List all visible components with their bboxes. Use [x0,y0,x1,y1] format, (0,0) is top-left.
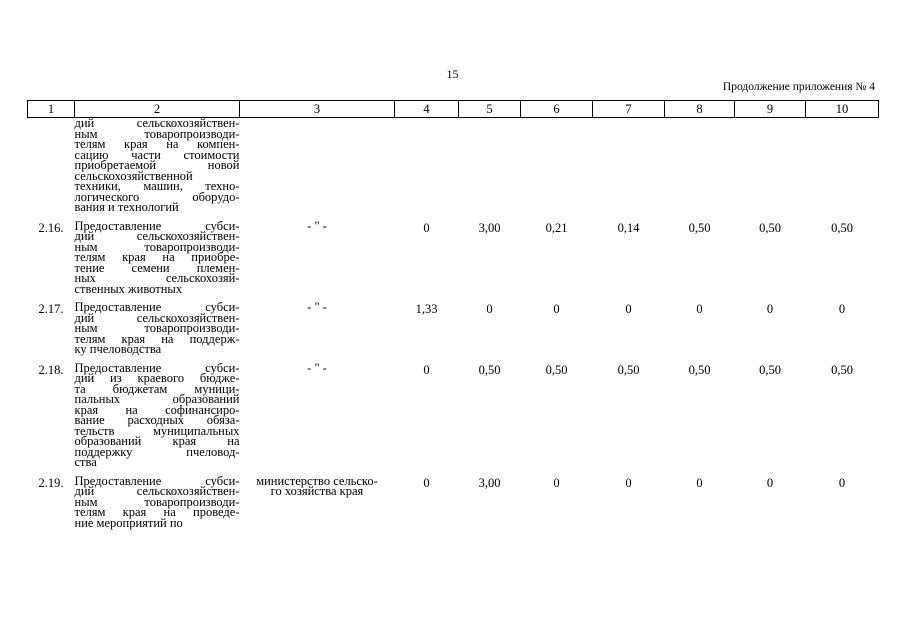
row-number: 2.16. [38,220,64,235]
value-cell [735,118,806,221]
value-cell: 0 [766,302,774,316]
executor: - " - [307,218,327,233]
measure-name [74,473,240,537]
measure-name-line: ства [74,455,97,469]
measure-name-line: вание расходных обяза- [74,413,240,427]
column-header: 5 [459,101,521,118]
value-cell: 0 [553,475,560,490]
measure-name-line: дий сельскохозяйствен- [74,116,240,130]
executor: министерство сельско- го хозяйства края [256,473,378,498]
measure-name-line: тельств муниципальных [74,423,240,438]
measure-name-line: Предоставление субси- [74,473,240,488]
value-cell: 0 [838,302,846,316]
measure-name-line: края на софинансиро- [74,402,240,417]
value-cell: 0,50 [617,362,640,377]
value-cell: 0 [696,302,703,316]
measure-name-line: телям края на приобре- [74,250,240,264]
column-header: 8 [665,101,735,118]
value-cell [395,118,459,221]
measure-name-line: сацию части стоимости [74,147,240,162]
executor [240,118,395,221]
value-cell: 0 [766,475,774,490]
value-cell [593,118,665,221]
measure-name-line: ние мероприятий по [74,515,183,530]
measure-name-line: ным товаропроизводи- [74,494,240,509]
measure-name-line: ку пчеловодства [74,342,162,356]
header-row [28,101,879,118]
value-cell: 0,14 [617,220,640,235]
measure-name-line: логического оборудо- [74,189,240,204]
measure-name-line: вания и технологий [74,200,179,214]
measure-name-line: Предоставление субси- [74,300,240,314]
measure-name [74,218,240,303]
measure-name-line: пальных образований [74,392,240,406]
measure-name-line: ным товаропроизводи- [74,239,240,254]
measure-name-line: телям края на поддерж- [74,331,240,346]
measure-name-line: дий сельскохозяйствен- [74,310,240,325]
program-table [27,100,879,536]
column-header: 10 [806,101,879,118]
value-cell: 0 [838,475,846,490]
row-number: 2.19. [38,475,64,490]
table-row [28,302,879,363]
continuation-label: Продолжение приложения № 4 [722,81,875,93]
value-cell: 1,33 [415,302,438,316]
value-cell [806,118,879,221]
value-cell: 0 [696,475,703,490]
value-cell: 0 [423,475,430,490]
measure-name-line: ственных животных [74,281,183,296]
table-row [28,363,879,476]
table-body [28,118,879,537]
row-number: 2.18. [38,362,64,377]
executor: - " - [307,360,327,375]
measure-name-line: Предоставление субси- [74,360,240,375]
measure-name-line: Предоставление субси- [74,218,240,233]
page-number: 15 [446,67,459,81]
value-cell: 0,50 [545,362,568,377]
value-cell: 0 [625,475,632,490]
measure-name-line: ным товаропроизводи- [74,321,240,335]
column-header: 3 [240,101,395,118]
measure-name-line: телям края на компен- [74,137,240,151]
executor: - " - [307,300,327,314]
measure-name-line: тение семени племен- [74,260,240,275]
measure-name [75,118,240,221]
value-cell: 3,00 [478,220,501,235]
value-cell: 0,50 [688,362,711,377]
table-row [28,221,879,303]
measure-name-line: дий сельскохозяйствен- [74,484,240,498]
value-cell: 0,21 [545,220,568,235]
value-cell [521,118,593,221]
value-cell: 0,50 [759,220,781,235]
value-cell: 0 [625,302,632,316]
row-number: 2.17. [38,302,64,316]
measure-name-line: телям края на проведе- [74,505,240,519]
row-number [28,118,75,221]
measure-name-line: образований края на [74,434,240,448]
value-cell: 0,50 [478,362,501,377]
value-cell: 0 [486,302,493,316]
measure-name-line: та бюджетам муници- [74,381,240,396]
column-header: 1 [28,101,75,118]
table-row [28,476,879,537]
measure-name-line: сельскохозяйственной [74,168,193,183]
table-row [28,118,879,221]
value-cell: 0,50 [831,362,853,377]
value-cell: 3,00 [478,475,501,490]
measure-name-line: ных сельскохозяй- [74,271,240,285]
value-cell: 0 [553,302,560,316]
column-header: 4 [395,101,459,118]
measure-name-line: техники, машин, техно- [74,179,240,193]
value-cell: 0,50 [688,220,711,235]
value-cell: 0 [423,220,430,235]
measure-name [74,360,240,476]
value-cell: 0,50 [759,362,781,377]
measure-name-line: дий сельскохозяйствен- [74,229,240,243]
column-header: 6 [521,101,593,118]
measure-name-line: приобретаемой новой [74,158,240,172]
measure-name-line: ным товаропроизводи- [74,126,240,141]
value-cell [459,118,521,221]
column-header: 2 [75,101,240,118]
measure-name-line: дий из краевого бюдже- [74,371,240,385]
column-header: 9 [735,101,806,118]
value-cell [665,118,735,221]
value-cell: 0 [423,362,430,377]
value-cell: 0,50 [831,220,853,235]
column-header: 7 [593,101,665,118]
measure-name-line: поддержку пчеловод- [74,444,240,459]
measure-name [75,302,240,363]
